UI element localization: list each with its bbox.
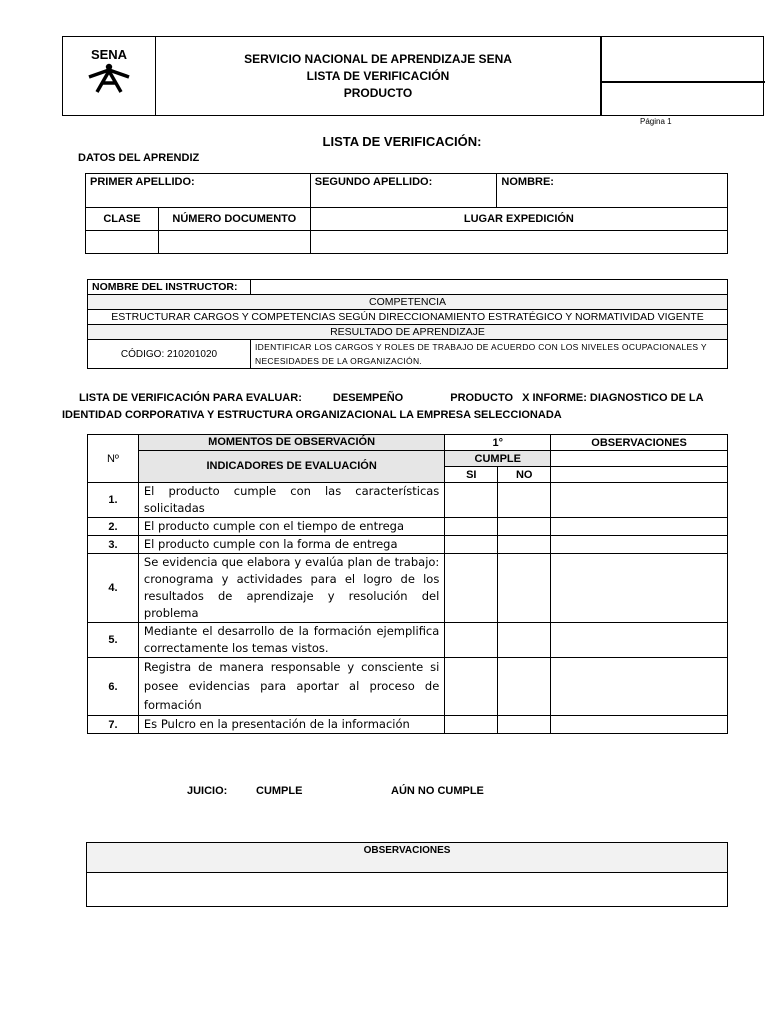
page-title: LISTA DE VERIFICACIÓN: [322, 134, 482, 149]
si-cell[interactable] [445, 483, 498, 518]
si-cell[interactable] [445, 554, 498, 623]
si-cell[interactable] [445, 623, 498, 658]
lugar-expedicion-header: LUGAR EXPEDICIÓN [310, 208, 727, 231]
desempeno-option: DESEMPEÑO [332, 392, 404, 404]
no-cell[interactable] [498, 623, 551, 658]
clase-header: CLASE [86, 208, 159, 231]
momento-1-header: 1° [445, 435, 551, 451]
si-cell[interactable] [445, 716, 498, 734]
indicadores-header: INDICADORES DE EVALUACIÓN [138, 451, 444, 483]
observaciones-subheader [551, 451, 728, 467]
no-header: NO [498, 467, 551, 483]
no-cell[interactable] [498, 536, 551, 554]
evaluation-type [62, 390, 742, 424]
observation-cell[interactable] [551, 716, 728, 734]
checklist-table [87, 434, 728, 734]
observation-cell[interactable] [551, 658, 728, 716]
table-row [88, 536, 728, 554]
informe-option: X INFORME: DIAGNOSTICO DE LA [522, 392, 704, 404]
resultado-label: RESULTADO DE APRENDIZAJE [88, 325, 728, 340]
table-row [88, 716, 728, 734]
table-row [88, 554, 728, 623]
producto-option: PRODUCTO [450, 392, 514, 404]
header-line-3: PRODUCTO [343, 86, 413, 100]
observaciones-subheader-2 [551, 467, 728, 483]
item-indicator: Mediante el desarrollo de la formación ejemplifica correctamente los temas vistos. [138, 623, 444, 658]
page-number: Página 1 [640, 117, 672, 126]
item-number: 4. [88, 554, 139, 623]
item-number: 1. [88, 483, 139, 518]
si-cell[interactable] [445, 658, 498, 716]
header-line-1: SERVICIO NACIONAL DE APRENDIZAJE SENA [244, 52, 512, 66]
no-cell[interactable] [498, 483, 551, 518]
si-cell[interactable] [445, 518, 498, 536]
student-data-table [85, 173, 728, 254]
table-row [88, 518, 728, 536]
header-line-2: LISTA DE VERIFICACIÓN [306, 69, 450, 83]
competencia-label: COMPETENCIA [88, 295, 728, 310]
numero-documento-input[interactable] [158, 231, 310, 254]
segundo-apellido-field[interactable]: SEGUNDO APELLIDO: [310, 174, 497, 208]
juicio-label: JUICIO: [187, 785, 228, 797]
numero-header: Nº [88, 435, 139, 483]
competencia-value: ESTRUCTURAR CARGOS Y COMPETENCIAS SEGÚN DIRECCIONAMIENTO ESTRATÉGICO Y NORMATIVIDAD VIGENTE [88, 310, 728, 325]
table-row [88, 658, 728, 716]
item-indicator: Se evidencia que elabora y evalúa plan de trabajo: cronograma y actividades para el logro de los resultados de aprendizaje y resolución del problema [138, 554, 444, 623]
cumple-header: CUMPLE [445, 451, 551, 467]
instructor-label: NOMBRE DEL INSTRUCTOR: [88, 280, 251, 295]
primer-apellido-field[interactable]: PRIMER APELLIDO: [86, 174, 311, 208]
competencia-table [87, 279, 728, 369]
codigo-value: CÓDIGO: 210201020 [88, 340, 251, 369]
logo-text: SENA [90, 47, 128, 62]
observaciones-header: OBSERVACIONES [551, 435, 728, 451]
item-indicator: El producto cumple con la forma de entrega [138, 536, 444, 554]
juicio-cumple-option[interactable]: CUMPLE [256, 785, 303, 797]
momentos-header: MOMENTOS DE OBSERVACIÓN [138, 435, 444, 451]
item-indicator: El producto cumple con el tiempo de entrega [138, 518, 444, 536]
item-number: 3. [88, 536, 139, 554]
clase-input[interactable] [86, 231, 159, 254]
lugar-expedicion-input[interactable] [310, 231, 727, 254]
datos-aprendiz-label: DATOS DEL APRENDIZ [78, 152, 200, 164]
numero-documento-header: NÚMERO DOCUMENTO [158, 208, 310, 231]
document-header [62, 36, 764, 116]
item-indicator: Es Pulcro en la presentación de la información [138, 716, 444, 734]
item-number: 5. [88, 623, 139, 658]
si-header: SI [445, 467, 498, 483]
item-indicator: El producto cumple con las características solicitadas [138, 483, 444, 518]
observation-cell[interactable] [551, 536, 728, 554]
nombre-field[interactable]: NOMBRE: [497, 174, 728, 208]
observaciones-box-label: OBSERVACIONES [87, 843, 728, 873]
no-cell[interactable] [498, 554, 551, 623]
table-row [88, 623, 728, 658]
instructor-input[interactable] [251, 280, 728, 295]
no-cell[interactable] [498, 658, 551, 716]
header-code-box [600, 37, 765, 115]
item-number: 7. [88, 716, 139, 734]
observation-cell[interactable] [551, 518, 728, 536]
header-title [156, 37, 600, 115]
observaciones-input[interactable] [87, 873, 728, 907]
item-number: 2. [88, 518, 139, 536]
evaluar-label: LISTA DE VERIFICACIÓN PARA EVALUAR: [79, 392, 302, 404]
observation-cell[interactable] [551, 623, 728, 658]
no-cell[interactable] [498, 518, 551, 536]
item-number: 6. [88, 658, 139, 716]
table-row [88, 483, 728, 518]
resultado-value: IDENTIFICAR LOS CARGOS Y ROLES DE TRABAJO DE ACUERDO CON LOS NIVELES OCUPACIONALES Y NECESIDADES DE LA ORGANIZACIÓN. [251, 340, 728, 369]
no-cell[interactable] [498, 716, 551, 734]
si-cell[interactable] [445, 536, 498, 554]
item-indicator: Registra de manera responsable y consciente si posee evidencias para aportar al proceso de formación [138, 658, 444, 716]
observation-cell[interactable] [551, 483, 728, 518]
sena-logo [63, 37, 156, 115]
observaciones-box [86, 842, 728, 907]
juicio-aun-no-cumple-option[interactable]: AÚN NO CUMPLE [391, 785, 484, 797]
observation-cell[interactable] [551, 554, 728, 623]
evaluar-description: IDENTIDAD CORPORATIVA Y ESTRUCTURA ORGANIZACIONAL LA EMPRESA SELECCIONADA [62, 409, 562, 421]
